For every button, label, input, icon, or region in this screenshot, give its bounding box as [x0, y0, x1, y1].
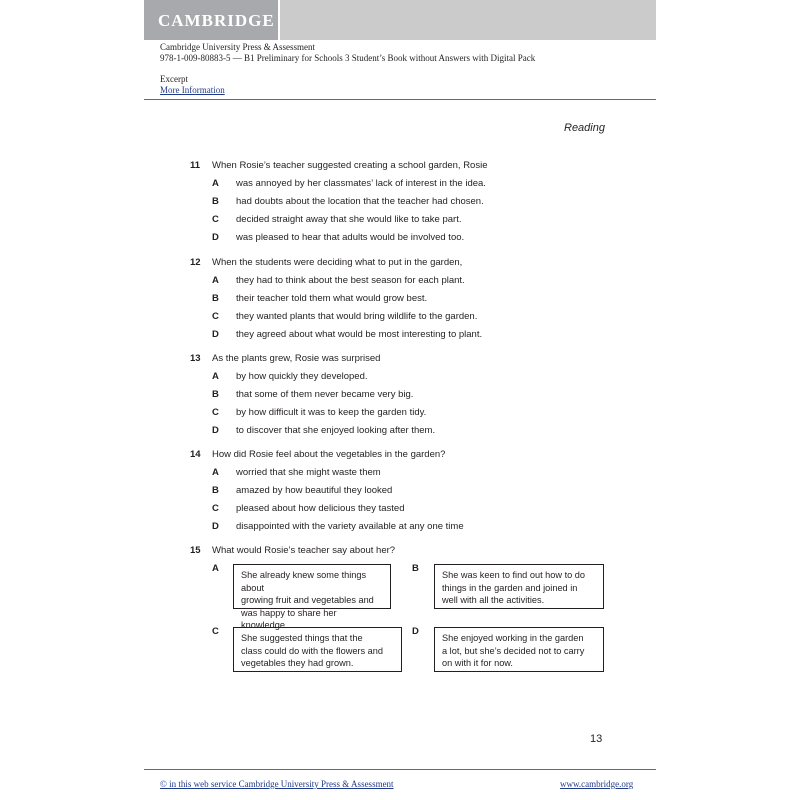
option-text: had doubts about the location that the teacher had chosen.	[236, 196, 484, 207]
more-information-link[interactable]: More Information	[160, 85, 225, 95]
question-number: 11	[190, 160, 201, 171]
option-text: disappointed with the variety available at any one time	[236, 521, 464, 532]
box-line: things in the garden and joined in	[442, 582, 578, 593]
question-number: 12	[190, 257, 201, 268]
box-line: well with all the activities.	[442, 595, 545, 606]
option-box-c	[233, 627, 402, 672]
option-letter: A	[212, 178, 219, 189]
box-line: She suggested things that the	[241, 633, 363, 643]
question-text: How did Rosie feel about the vegetables in the garden?	[212, 449, 446, 460]
option-letter: C	[212, 407, 219, 418]
option-letter: D	[412, 626, 419, 637]
option-text: amazed by how beautiful they looked	[236, 485, 393, 496]
option-box-d	[434, 627, 604, 672]
publisher-name: Cambridge University Press & Assessment	[160, 42, 315, 52]
option-letter: B	[212, 389, 219, 400]
option-text: worried that she might waste them	[236, 467, 381, 478]
option-letter: D	[212, 521, 219, 532]
page-number: 13	[590, 733, 603, 745]
question-text: When Rosie’s teacher suggested creating a school garden, Rosie	[212, 160, 488, 171]
book-title: 978-1-009-80883-5 — B1 Preliminary for Schools 3 Student’s Book without Answers with Digital Pack	[160, 53, 536, 63]
option-letter: D	[212, 232, 219, 243]
option-letter: B	[412, 563, 419, 574]
option-box-a	[233, 564, 391, 631]
option-text: by how quickly they developed.	[236, 371, 368, 382]
box-line: class could do with the flowers and	[241, 645, 383, 656]
option-letter: C	[212, 503, 219, 514]
option-text: was pleased to hear that adults would be involved too.	[236, 232, 465, 243]
box-line: She was keen to find out how to do	[442, 570, 586, 580]
option-letter: D	[212, 425, 219, 436]
copyright-link[interactable]: © in this web service Cambridge University Press & Assessment	[160, 779, 394, 789]
option-text: their teacher told them what would grow best.	[236, 293, 428, 304]
option-letter: D	[212, 329, 219, 340]
box-line: on with it for now.	[442, 658, 513, 669]
option-text: they agreed about what would be most interesting to plant.	[236, 329, 483, 340]
option-letter: C	[212, 214, 219, 225]
footer-divider	[144, 769, 656, 770]
question-text: As the plants grew, Rosie was surprised	[212, 353, 381, 364]
option-text: was annoyed by her classmates’ lack of interest in the idea.	[236, 178, 486, 189]
section-title: Reading	[564, 122, 605, 134]
excerpt-label: Excerpt	[160, 74, 188, 84]
box-line: vegetables they had grown.	[241, 658, 354, 669]
header-divider	[144, 99, 656, 100]
option-letter: A	[212, 371, 219, 382]
option-text: that some of them never became very big.	[236, 389, 414, 400]
question-number: 13	[190, 353, 201, 364]
option-letter: B	[212, 485, 219, 496]
box-line: growing fruit and vegetables and	[241, 595, 374, 606]
option-letter: C	[212, 311, 219, 322]
header-grey-band	[280, 0, 656, 40]
option-text: to discover that she enjoyed looking after them.	[236, 425, 436, 436]
option-box-b	[434, 564, 604, 609]
option-letter: B	[212, 293, 219, 304]
option-text: pleased about how delicious they tasted	[236, 503, 405, 514]
box-line: was happy to share her knowledge.	[241, 607, 337, 631]
option-letter: A	[212, 467, 219, 478]
box-line: She enjoyed working in the garden	[442, 633, 584, 643]
box-line: She already knew some things about	[241, 570, 367, 593]
option-text: they had to think about the best season for each plant.	[236, 275, 465, 286]
cambridge-logo: CAMBRIDGE	[158, 11, 275, 30]
question-number: 14	[190, 449, 201, 460]
question-text: What would Rosie’s teacher say about her?	[212, 545, 396, 556]
option-text: decided straight away that she would like to take part.	[236, 214, 462, 225]
option-text: they wanted plants that would bring wildlife to the garden.	[236, 311, 478, 322]
option-letter: A	[212, 275, 219, 286]
option-letter: B	[212, 196, 219, 207]
question-text: When the students were deciding what to put in the garden,	[212, 257, 463, 268]
option-letter: A	[212, 563, 219, 574]
option-text: by how difficult it was to keep the garden tidy.	[236, 407, 427, 418]
box-line: a lot, but she’s decided not to carry	[442, 645, 585, 656]
cambridge-site-link[interactable]: www.cambridge.org	[560, 779, 634, 789]
question-number: 15	[190, 545, 201, 556]
option-letter: C	[212, 626, 219, 637]
